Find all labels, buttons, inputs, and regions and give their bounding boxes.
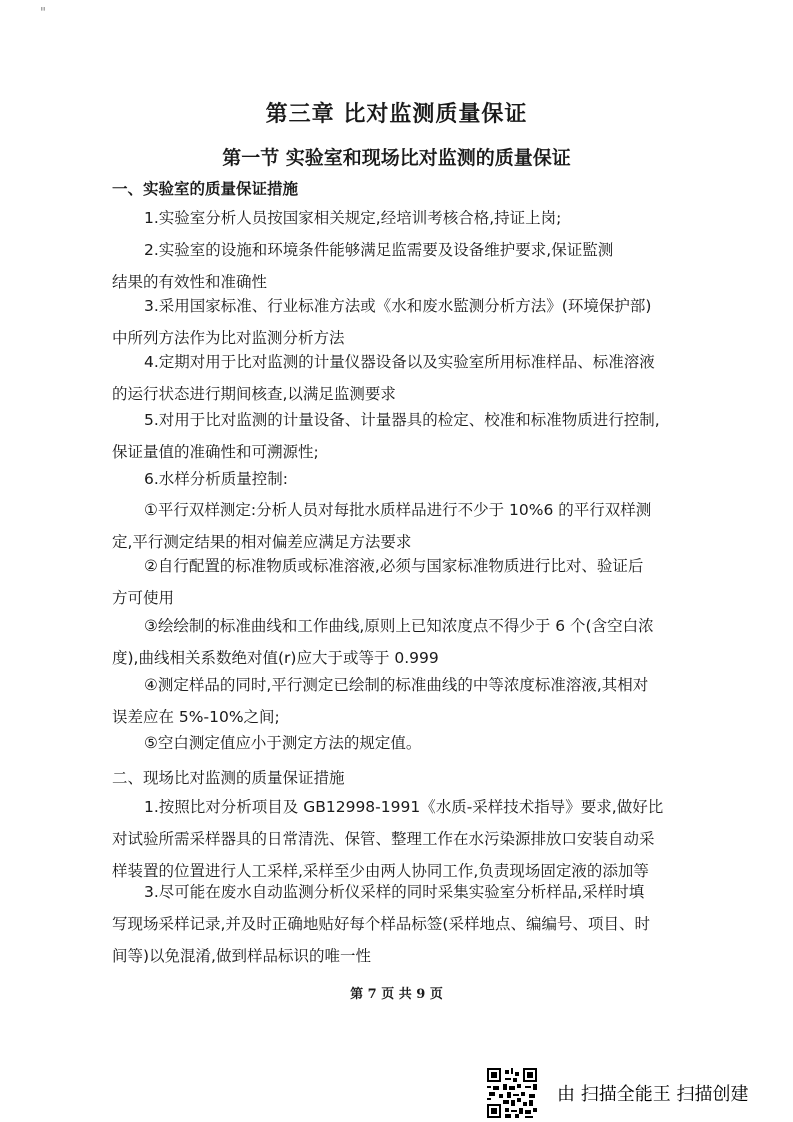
scanner-stamp-text: 由 扫描全能王 扫描创建 [557,1084,749,1105]
part1-item-6-2 [112,550,652,614]
paragraph-line: 方可使用 [112,589,175,607]
paragraph-line: 1.按照比对分析项目及 GB12998-1991《水质-采样技术指导》要求,做好比 [144,798,664,816]
scanner-stamp [487,1068,748,1118]
paragraph-line: 的运行状态进行期间核查,以满足监测要求 [112,385,396,403]
paragraph-line: 度),曲线相关系数绝对值(r)应大于或等于 0.999 [112,649,439,667]
part1-heading: 一、实验室的质量保证措施 [112,180,299,198]
part1-item-6-3 [112,610,652,674]
paragraph-line: 样装置的位置进行人工采样,采样至少由两人协同工作,负责现场固定液的添加等 [112,862,649,880]
paragraph-line: 间等)以免混淆,做到样品标识的唯一性 [112,947,371,965]
paragraph-line: 2.实验室的设施和环境条件能够满足监需要及设备维护要求,保证監测 [144,241,614,259]
chapter-title: 第三章 比对监测质量保证 [265,102,528,127]
paragraph-line: 对试验所需采样器具的日常清洗、保管、整理工作在水污染源排放口安装自动采 [112,830,655,848]
part1-item-1 [112,202,652,234]
page-footer: 第 7 页 共 9 页 [350,987,443,1002]
paragraph-line: 保证量值的准确性和可溯源性; [112,443,319,461]
paragraph-line: 误差应在 5%-10%之间; [112,708,280,726]
part1-item-6 [112,463,652,495]
paragraph-line: ③绘绘制的标准曲线和工作曲线,原则上已知浓度点不得少于 6 个(含空白浓 [144,617,654,635]
paragraph-line: ⑤空白测定值应小于测定方法的规定值。 [144,734,422,752]
paragraph-line: 中所列方法作为比对监测分析方法 [112,329,345,347]
part2-heading: 二、现场比对监测的质量保证措施 [112,769,345,787]
paragraph-line: 3.采用国家标准、行业标准方法或《水和废水監测分析方法》(环境保护部) [144,297,652,315]
part1-item-2 [112,234,652,298]
part1-item-4 [112,346,655,410]
part1-item-3 [112,290,652,354]
paragraph-line: 6.水样分析质量控制: [144,470,289,488]
paragraph-line: ④测定样品的同时,平行测定已绘制的标准曲线的中等浓度标准溶液,其相对 [144,676,649,694]
part1-item-6-1 [112,494,652,558]
part2-item-3 [112,876,652,972]
paragraph-line: 5.对用于比对监测的计量设备、计量器具的检定、校准和标准物质进行控制, [144,411,660,429]
part1-item-6-4 [112,669,652,733]
part1-item-6-5 [112,727,652,759]
qr-code-icon [487,1068,537,1118]
part2-item-1 [112,791,664,887]
section-title: 第一节 实验室和现场比对监测的质量保证 [222,147,571,169]
corner-mark: " [40,6,46,21]
paragraph-line: 写现场采样记录,并及时正确地贴好每个样品标签(采样地点、编编号、项目、时 [112,915,650,933]
paragraph-line: 定,平行测定结果的相对偏差应满足方法要求 [112,533,412,551]
paragraph-line: 结果的有效性和准确性 [112,273,268,291]
paragraph-line: ①平行双样测定:分析人员对每批水质样品进行不少于 10%6 的平行双样测 [144,501,652,519]
paragraph-line: 3.尽可能在废水自动监测分析仪采样的同时采集实验室分析样品,采样时填 [144,883,645,901]
paragraph-line: 4.定期对用于比对监测的计量仪器设备以及实验室所用标准样品、标准溶液 [144,353,655,371]
paragraph-line: 1.实验室分析人员按国家相关规定,经培训考核合格,持证上岗; [144,209,562,227]
paragraph-line: ②自行配置的标准物质或标准溶液,必须与国家标准物质进行比对、验证后 [144,557,644,575]
part1-item-5 [112,404,660,468]
